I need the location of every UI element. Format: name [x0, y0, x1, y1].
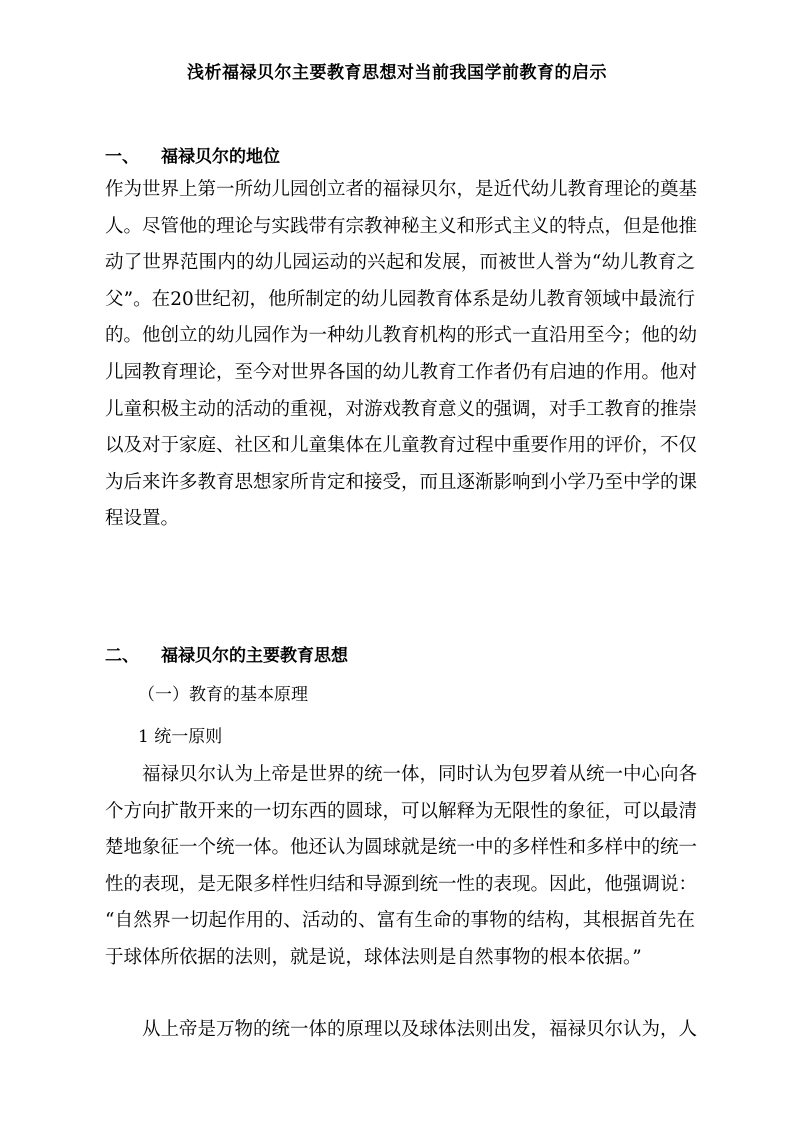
paragraph-line: 于球体所依据的法则，就是说，球体法则是自然事物的根本依据。”	[105, 946, 642, 968]
paragraph-line: 动了世界范围内的幼儿园运动的兴起和发展，而被世人誉为“幼儿教育之	[105, 252, 695, 274]
paragraph-line: 福禄贝尔认为上帝是世界的统一体，同时认为包罗着从统一中心向各	[105, 764, 698, 785]
subsection-item-heading: 1 统一原则	[138, 727, 223, 747]
paragraph-line: 儿童积极主动的活动的重视，对游戏教育意义的强调，对手工教育的推崇	[105, 398, 698, 420]
paragraph-line: 以及对于家庭、社区和儿童集体在儿童教育过程中重要作用的评价，不仅	[105, 435, 698, 457]
section-1-heading	[105, 142, 280, 167]
section-1-paragraph	[105, 172, 698, 538]
section-2-number: 二、	[105, 646, 139, 666]
section-2-title: 福禄贝尔的主要教育思想	[161, 646, 348, 666]
subsection-heading: （一）教育的基本原理	[138, 685, 308, 705]
section-1-title: 福禄贝尔的地位	[161, 147, 280, 167]
section-2-heading	[105, 641, 348, 666]
paragraph-line: 程设置。	[105, 508, 180, 530]
paragraph-line: 父”。在20世纪初，他所制定的幼儿园教育体系是幼儿教育领域中最流行	[105, 288, 695, 310]
paragraph-line: “自然界一切起作用的、活动的、富有生命的事物的结构，其根据首先在	[105, 910, 695, 932]
paragraph-line: 性的表现，是无限多样性归结和导源到统一性的表现。因此，他强调说：	[105, 873, 698, 895]
paragraph-line: 人。尽管他的理论与实践带有宗教神秘主义和形式主义的特点，但是他推	[105, 215, 698, 237]
section-1-number: 一、	[105, 147, 139, 167]
paragraph-line: 从上帝是万物的统一体的原理以及球体法则出发，福禄贝尔认为，人	[105, 1019, 698, 1040]
paragraph-line: 作为世界上第一所幼儿园创立者的福禄贝尔，是近代幼儿教育理论的奠基	[105, 179, 698, 200]
section-2-paragraph-1	[105, 757, 698, 977]
paragraph-line: 楚地象征一个统一体。他还认为圆球就是统一中的多样性和多样中的统一	[105, 837, 698, 859]
document-title: 浅析福禄贝尔主要教育思想对当前我国学前教育的启示	[187, 63, 607, 83]
paragraph-line: 儿园教育理论，至今对世界各国的幼儿教育工作者仍有启迪的作用。他对	[105, 361, 698, 383]
paragraph-line: 个方向扩散开来的一切东西的圆球，可以解释为无限性的象征，可以最清	[105, 800, 698, 822]
paragraph-line: 的。他创立的幼儿园作为一种幼儿教育机构的形式一直沿用至今；他的幼	[105, 325, 698, 347]
paragraph-line: 为后来许多教育思想家所肯定和接受，而且逐渐影响到小学乃至中学的课	[105, 471, 698, 493]
section-2-paragraph-2	[105, 1012, 698, 1049]
